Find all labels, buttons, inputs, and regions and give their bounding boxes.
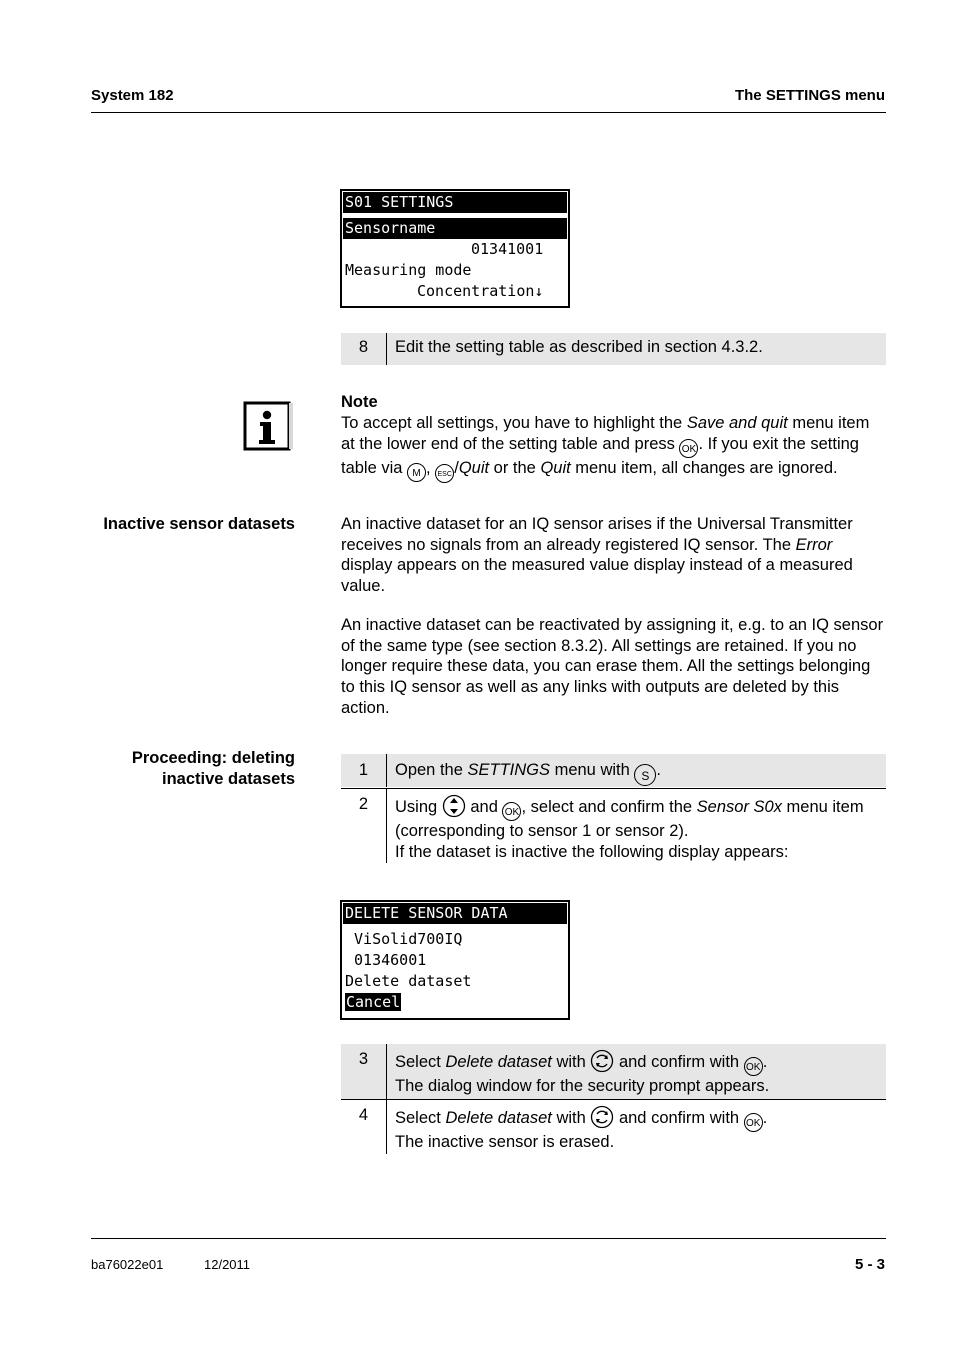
lcd-title: DELETE SENSOR DATA [343, 903, 567, 924]
step-settings-term: SETTINGS [467, 761, 550, 779]
step-divider [386, 1100, 387, 1154]
step-text-part: Open the [395, 761, 468, 779]
up-down-key-icon [442, 794, 466, 818]
step-number: 4 [358, 1106, 369, 1124]
lcd-display-settings [340, 189, 570, 308]
note-quit: Quit [458, 458, 490, 477]
step-text-part: The dialog window for the security prompt appears. [395, 1077, 770, 1095]
step-text-part: with [551, 1053, 591, 1071]
lcd-row-delete-dataset: Delete dataset [345, 972, 472, 990]
lcd-row-measuring-mode: Measuring mode [345, 261, 472, 279]
rotate-key-icon [590, 1049, 614, 1073]
info-icon [243, 400, 295, 452]
lcd-row-cancel [343, 992, 567, 1013]
step-text-part: and confirm with [614, 1053, 744, 1071]
step-text [395, 1049, 882, 1097]
step-delete-term: Delete dataset [445, 1053, 552, 1071]
header-title-left: System 182 [91, 87, 174, 104]
inactive-text-part: An inactive dataset for an IQ sensor arises if the Universal Transmitter receives no signals from an already registered IQ sensor. The [341, 515, 853, 554]
step-number: 1 [358, 761, 369, 779]
step-divider [386, 333, 387, 365]
step-text-part: and [465, 798, 503, 816]
esc-key-icon: ESC [435, 464, 454, 483]
step-row-3 [341, 1044, 886, 1099]
note-text-part: menu item at the lower end of the setting table and press [341, 414, 870, 453]
step-row-4 [341, 1099, 886, 1154]
step-text-part: menu item (corresponding to sensor 1 or sensor 2). [395, 798, 864, 840]
step-text-part: The inactive sensor is erased. [395, 1133, 615, 1151]
step-text-part: . [762, 1109, 768, 1127]
lcd-row-concentration: Concentration↓ [417, 282, 544, 300]
step-divider [386, 754, 387, 787]
step-number: 3 [358, 1050, 369, 1068]
note-quit: Quit [540, 458, 571, 477]
inactive-para-1 [341, 514, 886, 597]
lcd-cancel-highlight: Cancel [346, 993, 401, 1011]
step-text-part: with [551, 1109, 591, 1127]
step-text-part: and confirm with [614, 1109, 744, 1127]
inactive-para-2: An inactive dataset can be reactivated by assigning it, e.g. to an IQ sensor of the same type (see section 8.3.2). All settings are retained. If you no longer require these data, you can erase them. All the settings belonging to this IQ sensor as well as any links with outputs are deleted by this action. [341, 616, 884, 717]
footer-rule [91, 1238, 886, 1239]
step-number: 8 [358, 338, 369, 356]
note-text-part: / [454, 458, 459, 477]
step-text-part: menu with [550, 761, 635, 779]
step-text-part: Select [395, 1109, 446, 1127]
note-save-and-quit: Save and quit [686, 414, 788, 432]
footer-date: 12/2011 [204, 1257, 251, 1272]
lcd-row-sensorname: Sensorname [343, 218, 567, 239]
footer-doc-number: ba76022e01 [91, 1257, 164, 1272]
step-text-part: , select and confirm the [521, 798, 697, 816]
step-text-part: If the dataset is inactive the following display appears: [395, 843, 789, 861]
step-text [395, 794, 882, 863]
side-heading-inactive: Inactive sensor datasets [103, 515, 295, 533]
note-text-part: To accept all settings, you have to highlight the [341, 414, 687, 432]
note-text-part: . If you exit the setting table via [341, 434, 859, 477]
note-text-part: or the [489, 458, 541, 477]
lcd-row-sensor-number: 01341001 [471, 240, 544, 258]
note-text [341, 413, 886, 483]
ok-key-icon: OK [679, 439, 698, 458]
ok-key-icon: OK [744, 1057, 763, 1076]
step-row-8 [341, 333, 886, 365]
note-text-part: menu item, all changes are ignored. [570, 458, 838, 477]
lcd-row-sensor-number: 01346001 [345, 951, 427, 969]
step-divider [386, 789, 387, 863]
step-text-part: Select [395, 1053, 446, 1071]
step-row-2 [341, 788, 886, 863]
step-sensor-term: Sensor S0x [696, 798, 782, 816]
step-delete-term: Delete dataset [445, 1109, 552, 1127]
step-divider [386, 1044, 387, 1099]
rotate-key-icon [590, 1105, 614, 1129]
step-text: Edit the setting table as described in section 4.3.2. [395, 338, 763, 356]
step-text [395, 760, 882, 786]
side-heading-line: Proceeding: deleting [131, 749, 295, 767]
footer-page-number: 5 - 3 [854, 1256, 885, 1273]
header-title-right: The SETTINGS menu [734, 87, 885, 104]
step-number: 2 [358, 795, 369, 813]
side-heading-line: inactive datasets [162, 770, 295, 788]
note-title: Note [341, 393, 378, 411]
inactive-error-term: Error [795, 535, 833, 554]
ok-key-icon: OK [502, 802, 521, 821]
step-text-part: Using [395, 798, 442, 816]
step-text-part: . [656, 761, 661, 779]
step-row-1 [341, 754, 886, 787]
header-rule [91, 112, 886, 113]
lcd-row-sensor-model: ViSolid700IQ [345, 930, 463, 948]
step-text-part: . [762, 1053, 768, 1071]
lcd-display-delete [340, 900, 570, 1020]
ok-key-icon: OK [744, 1113, 763, 1132]
lcd-title: S01 SETTINGS [343, 192, 567, 213]
m-key-icon: M [407, 463, 426, 482]
step-text [395, 1105, 882, 1153]
note-text-part: , [426, 458, 436, 477]
s-key-icon: S [634, 764, 656, 786]
side-heading-proceeding [91, 748, 295, 790]
inactive-text-part: display appears on the measured value display instead of a measured value. [341, 556, 853, 596]
